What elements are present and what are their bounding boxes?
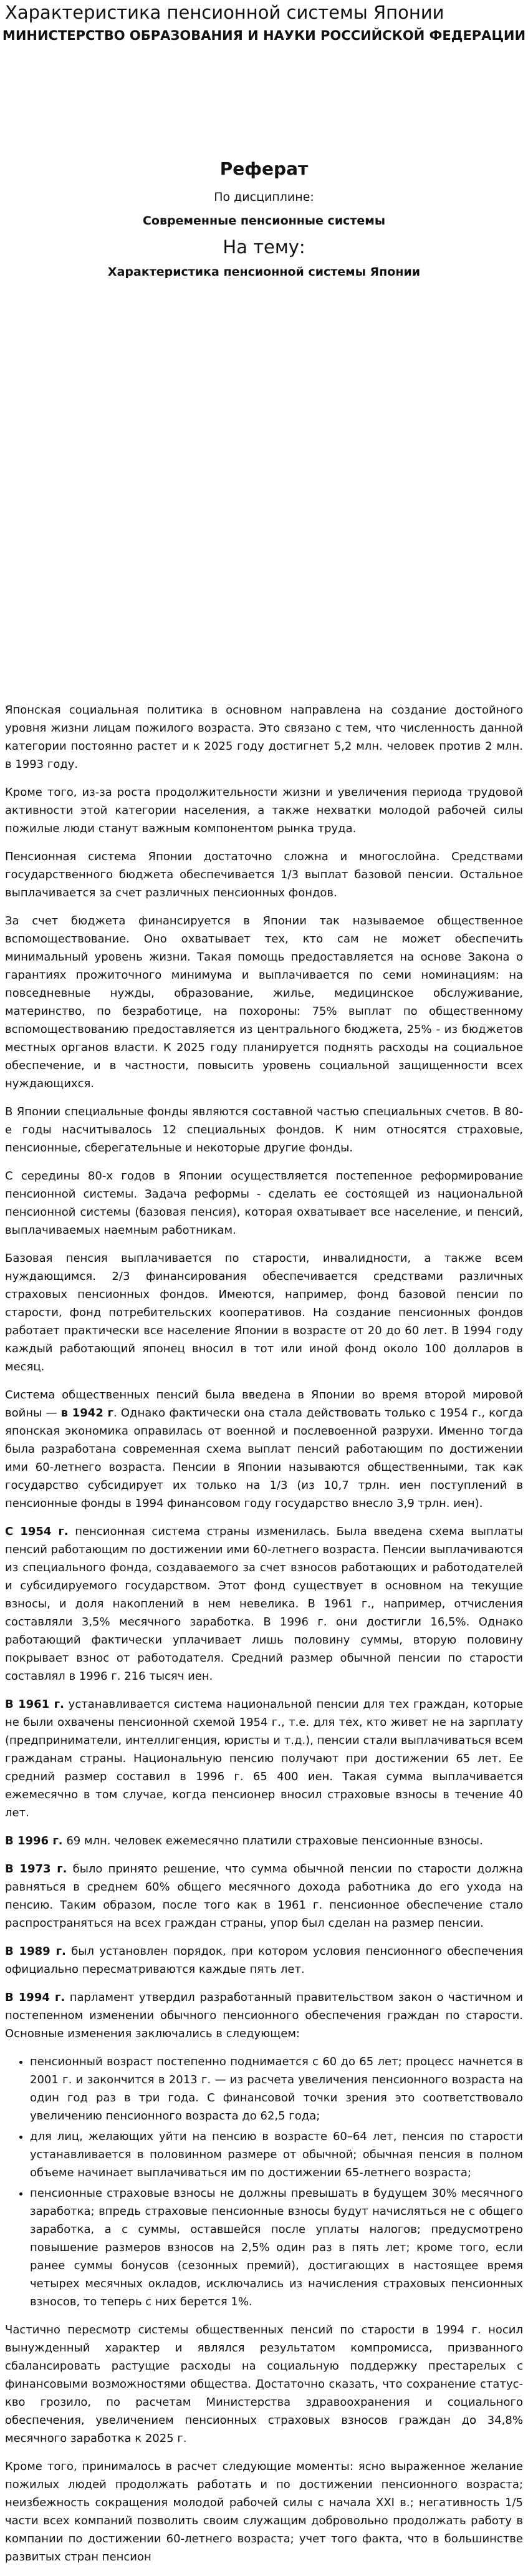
topic-label: На тему: — [223, 236, 305, 258]
paragraph-1942: Система общественных пенсий была введена в Японии во время второй мировой войны — в 1942 г. Однако фактически она стала действовать только с 1954 г., когда японская экономика оправилась от военной и послевоенной разрухи. Именно тогда была разработана современная схема выплат пенсий работающим по достижении ими 60-летнего возраста. Пенсии в Японии называются общественными, так как государство субсидирует их только на 1/3 (из 10,7 трлн. иен поступлений в пенсионные фонды в 1994 финансовом году государство внесло 3,9 трлн. иен). — [5, 1388, 523, 1510]
paragraph-considerations: Кроме того, принималось в расчет следующие моменты: ясно выраженное желание пожилых людей продолжать работать и по достижении пенсионного возраста; неизбежность сокращения молодой рабочей силы с начала XXI в.; негативность 1/5 части всех компаний позволить своим служащим добровольно продолжать работу в компании по достижении 60-летнего возраста; учет того факта, что в большинстве развитых стран пенсион — [5, 2460, 523, 2564]
year-1996: В 1996 г. — [5, 1834, 63, 1847]
year-1942: в 1942 г — [60, 1407, 113, 1420]
list-item: • пенсионный возраст постепенно поднимается с 60 до 65 лет; процесс начнется в 2001 г. и закончится в 2013 г. — из расчета увеличения пенсионного возраста на один год раз в три года. С финансовой точки зрения это соответствовало увеличению пенсионного возраста до 62,5 года; — [30, 2053, 523, 2125]
paragraph-special-funds: В Японии специальные фонды являются составной частью специальных счетов. В 80-е годы насчитывалось 12 специальных фондов. К ним относятся страховые, пенсионные, сберегательные и некоторые другие фонды. — [5, 1105, 523, 1155]
discipline-name: Современные пенсионные системы — [142, 214, 386, 228]
report-title: Реферат — [219, 158, 309, 179]
year-1994: В 1994 г. — [5, 1991, 65, 2004]
paragraph-1996: В 1996 г. 69 млн. человек ежемесячно платили страховые пенсионные взносы. — [5, 1834, 483, 1847]
paragraph-basic-pension: Базовая пенсия выплачивается по старости, инвалидности, а также всем нуждающимся. 2/3 финансирования обеспечивается средствами различных страховых пенсионных фондов. Имеются, например, фонд базовой пенсии по старости, фонд потребительских кооперативов. На создание пенсионных фондов работает практически все население Японии в возрасте от 20 до 60 лет. В 1994 году каждый работающий японец вносил в тот или иной фонд около 100 долларов в месяц. — [5, 1252, 523, 1373]
topic-name: Характеристика пенсионной системы Японии — [107, 265, 421, 279]
year-1989: В 1989 г. — [5, 1945, 66, 1958]
paragraph-life-expectancy: Кроме того, из-за роста продолжительности жизни и увеличения периода трудовой активности этой категории населения, а также нехватки молодой рабочей силы пожилые люди станут важным компонентом рынка труда. — [5, 786, 523, 835]
paragraph-1994: В 1994 г. парламент утвердил разработанный правительством закон о частичном и постепенном изменении обычного пенсионного обеспечения граждан по старости. Основные изменения заключались в следующем: — [5, 1991, 524, 2040]
changes-list — [5, 2053, 523, 2311]
year-1961: В 1961 г. — [5, 1698, 64, 1711]
paragraph-public-assistance: За счет бюджета финансируется в Японии так называемое общественное вспомоществование. Оно охватывает тех, кто сам не может обеспечить минимальный уровень жизни. Такая помощь предоставляется на основе Закона о гарантиях прожиточного минимума и выплачивается по семи номинациям: на повседневные нужды, образование, жилье, медицинское обслуживание, материнство, по безработице, на похороны: 75% выплат по общественному вспомоществованию предоставляется из центрального бюджета, 25% - из бюджетов местных органов власти. К 2025 году планируется поднять расходы на социальное обеспечение, и в частности, повысить уровень социальной защищенности всех нуждающихся. — [5, 914, 523, 1090]
paragraph-system-overview: Пенсионная система Японии достаточно сложна и многослойна. Средствами государственного бюджета обеспечивается 1/3 выплат базовой пенсии. Остальное выплачивается за счет различных пенсионных фондов. — [5, 850, 523, 899]
list-item: • для лиц, желающих уйти на пенсию в возрасте 60–64 лет, пенсия по старости устанавливается в половинном размере от обычной; обычная пенсия в полном объеме начинает выплачиваться им по достижении 65-летнего возраста; — [30, 2128, 523, 2182]
discipline-label: По дисциплине: — [214, 190, 314, 204]
paragraph-reform: С середины 80-х годов в Японии осуществляется постепенное реформирование пенсионной системы. Задача реформы - сделать ее состоящей из национальной пенсионной системы (базовая пенсия), которая охватывает все население, и пенсий, выплачиваемых наемным работникам. — [5, 1169, 523, 1237]
list-item: • пенсионные страховые взносы не должны превышать в будущем 30% месячного заработка; впредь страховые пенсионные взносы будут начисляться не с общего заработка, а с суммы, оставшейся после уплаты налогов; предусмотрено повышение размеров взносов на 2,5% один раз в пять лет; кроме того, если ранее суммы бонусов (сезонных премий), достигающих в настоящее время четырех месячных окладов, исключались из начисления страховых пенсионных взносов, то теперь с них берется 1%. — [30, 2184, 523, 2311]
paragraph-1989: В 1989 г. был установлен порядок, при котором условия пенсионного обеспечения официально пересматриваются каждые пять лет. — [5, 1945, 523, 1976]
paragraph-1973: В 1973 г. было принято решение, что сумма обычной пенсии по старости должна равняться в среднем 60% общего месячного дохода работника до его ухода на пенсию. Таким образом, после того как в 1961 г. пенсионное обеспечение стало распространяться на всех граждан страны, упор был сделан на размер пенсии. — [5, 1862, 523, 1930]
paragraph-intro: Японская социальная политика в основном направлена на создание достойного уровня жизни лицам пожилого возраста. Это связано с тем, что численность данной категории постоянно растет и к 2025 году достигнет 5,2 млн. человек против 2 млн. в 1993 году. — [5, 704, 523, 771]
document-title: Характеристика пенсионной системы Японии — [5, 2, 444, 23]
year-1973: В 1973 г. — [5, 1862, 67, 1876]
paragraph-1954: С 1954 г. пенсионная система страны изменилась. Была введена схема выплаты пенсий работающим по достижении ими 60-летнего возраста. Пенсии выплачиваются из специального фонда, создаваемого за счет взносов работающих и работодателей и субсидируемого государством. Этот фонд существует в основном на текущие взносы, и доля накоплений в нем невелика. В 1961 г., например, отчисления составляли 3,5% месячного заработка. В 1996 г. они достигли 16,5%. Однако работающий фактически уплачивает лишь половину суммы, вторую половину покрывает взнос от работодателя. Средний размер обычной пенсии по старости составлял в 1996 г. 216 тысяч иен. — [5, 1525, 523, 1683]
year-1954: С 1954 г. — [5, 1525, 69, 1538]
ministry-heading: МИНИСТЕРСТВО ОБРАЗОВАНИЯ И НАУКИ РОССИЙСКОЙ ФЕДЕРАЦИИ — [2, 28, 526, 43]
document-body — [5, 701, 523, 2576]
paragraph-revision: Частично пересмотр системы общественных пенсий по старости в 1994 г. носил вынужденный характер и являлся результатом компромисса, призванного сбалансировать растущие расходы на социальную поддержку престарелых с финансовыми возможностями общества. Достаточно сказать, что сохранение статус-кво грозило, по расчетам Министерства здравоохранения и социального обеспечения, увеличением пенсионных страховых взносов граждан до 34,8% месячного заработка к 2025 г. — [5, 2323, 523, 2445]
paragraph-1961: В 1961 г. устанавливается система национальной пенсии для тех граждан, которые не были охвачены пенсионной схемой 1954 г., т.е. для тех, кто живет не на зарплату (предприниматели, интеллигенция, юристы и т.д.), пенсии стали выплачиваться всем гражданам страны. Национальную пенсию получают при достижении 65 лет. Ее средний размер составил в 1996 г. 65 400 иен. Такая сумма выплачивается ежемесячно в том случае, когда пенсионер вносил страховые взносы в течение 40 лет. — [5, 1698, 523, 1819]
